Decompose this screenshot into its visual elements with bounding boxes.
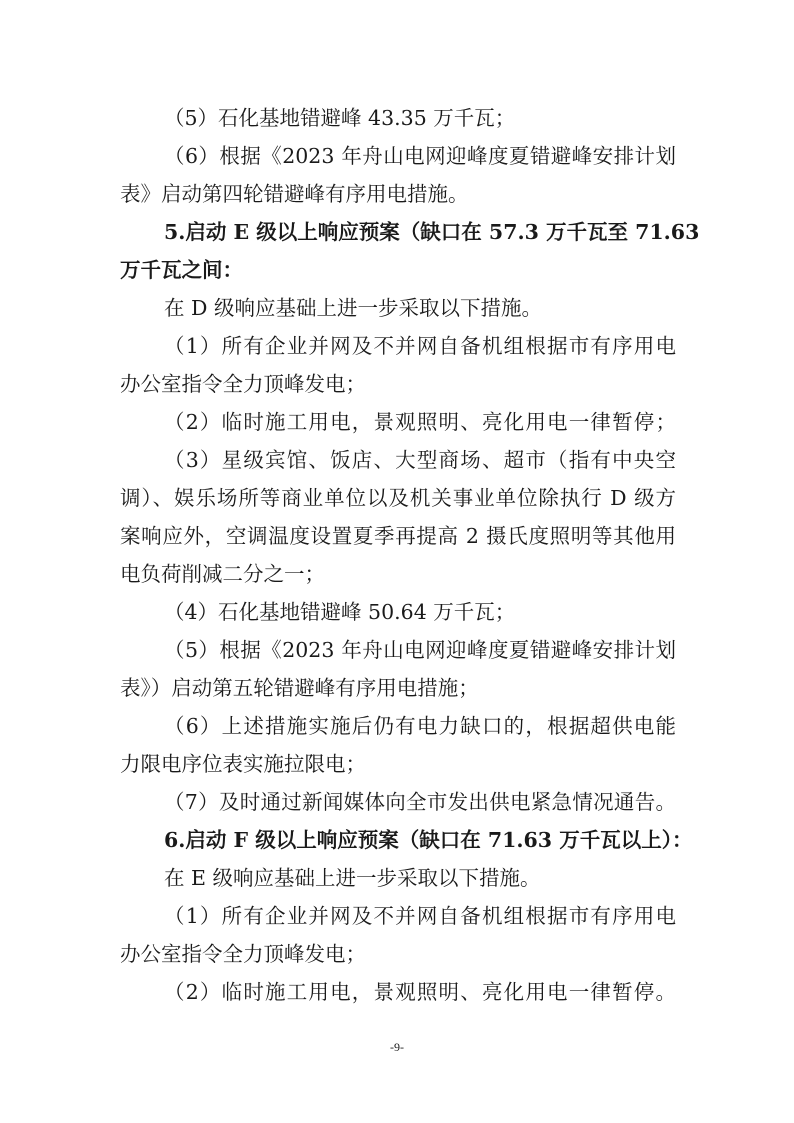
list-item-5-petrochemical: （5）石化基地错避峰 43.35 万千瓦； [164,106,516,130]
e-list-item-1-start: （1）所有企业并网及不并网自备机组根据市有序用电 [164,334,676,358]
e-list-item-3-line-2: 调）、娱乐场所等商业单位以及机关事业单位除执行 D 级方 [120,486,676,510]
e-list-item-5-start: （5）根据《2023 年舟山电网迎峰度夏错避峰安排计划 [164,638,676,662]
e-list-item-2: （2）临时施工用电，景观照明、亮化用电一律暂停； [164,410,676,434]
e-list-item-6-end: 力限电序位表实施拉限电； [120,752,366,776]
e-list-item-3-line-4: 电负荷削减二分之一； [120,562,325,586]
e-list-item-5-end: 表》）启动第五轮错避峰有序用电措施； [120,676,479,700]
e-level-intro: 在 D 级响应基础上进一步采取以下措施。 [164,296,542,320]
f-level-intro: 在 E 级响应基础上进一步采取以下措施。 [164,866,541,890]
f-list-item-2: （2）临时施工用电，景观照明、亮化用电一律暂停。 [164,980,676,1004]
e-list-item-3-line-1: （3）星级宾馆、饭店、大型商场、超市（指有中央空 [164,448,676,472]
e-list-item-1-end: 办公室指令全力顶峰发电； [120,372,366,396]
e-list-item-4: （4）石化基地错避峰 50.64 万千瓦； [164,600,516,624]
e-list-item-7: （7）及时通过新闻媒体向全市发出供电紧急情况通告。 [164,790,676,814]
section-heading-f-level: 6.启动 F 级以上响应预案（缺口在 71.63 万千瓦以上）： [164,828,693,852]
f-list-item-1-start: （1）所有企业并网及不并网自备机组根据市有序用电 [164,904,676,928]
list-item-6-plan-start: （6）根据《2023 年舟山电网迎峰度夏错避峰安排计划 [164,144,676,168]
list-item-6-plan-end: 表》启动第四轮错避峰有序用电措施。 [120,182,469,206]
f-list-item-1-end: 办公室指令全力顶峰发电； [120,942,366,966]
section-heading-e-level: 5.启动 E 级以上响应预案（缺口在 57.3 万千瓦至 71.63 [164,220,700,244]
section-heading-e-level-continued: 万千瓦之间： [120,258,243,282]
e-list-item-6-start: （6）上述措施实施后仍有电力缺口的，根据超供电能 [164,714,676,738]
page-number: -9- [390,1040,404,1054]
e-list-item-3-line-3: 案响应外，空调温度设置夏季再提高 2 摄氏度照明等其他用 [120,524,676,548]
